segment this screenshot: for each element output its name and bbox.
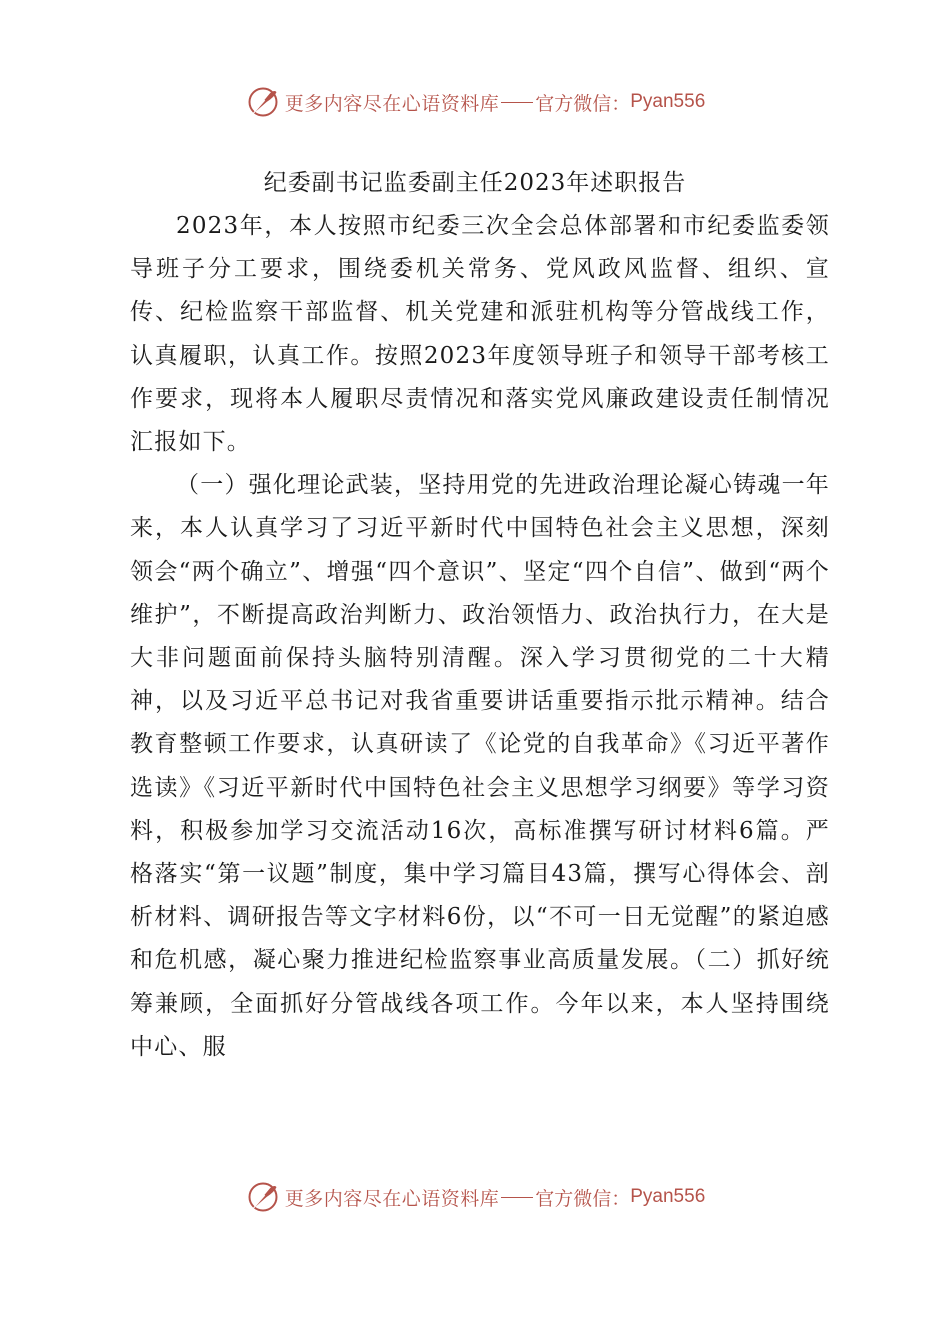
intro-paragraph: 2023年，本人按照市纪委三次全会总体部署和市纪委监委领导班子分工要求，围绕委机关常务、党风政风监督、组织、宣传、纪检监察干部监督、机关党建和派驻机构等分管战线工作，认真履职，认真工作。按照2023年度领导班子和领导干部考核工作要求，现将本人履职尽责情况和落实党风廉政建设责任制情况汇报如下。 [130,213,830,456]
document-body [130,205,830,1069]
watermark-official-label: 官方微信： [535,1187,631,1210]
watermark-brand-text: 更多内容尽在心语资料库 [284,92,500,115]
quill-pen-logo-icon [245,1179,281,1215]
watermark-dash [501,1197,533,1198]
watermark-dash [501,102,533,103]
watermark-official-label: 官方微信： [535,92,631,115]
section-one-paragraph: （一）强化理论武装，坚持用党的先进政治理论凝心铸魂一年来，本人认真学习了习近平新时代中国特色社会主义思想，深刻领会“两个确立”、增强“四个意识”、坚定“四个自信”、做到“两个维护”，不断提高政治判断力、政治领悟力、政治执行力，在大是大非问题面前保持头脑特别清醒。深入学习贯彻党的二十大精神，以及习近平总书记对我省重要讲话重要指示批示精神。结合教育整顿工作要求，认真研读了《论党的自我革命》《习近平著作选读》《习近平新时代中国特色社会主义思想学习纲要》等学习资料，积极参加学习交流活动16次，高标准撰写研讨材料6篇。严格落实“第一议题”制度，集中学习篇目43篇，撰写心得体会、剖析材料、调研报告等文字材料6份，以“不可一日无觉醒”的紧迫感和危机感，凝心聚力推进纪检监察事业高质量发展。（二）抓好统筹兼顾，全面抓好分管战线各项工作。今年以来，本人坚持围绕中心、服 [130,472,830,1060]
watermark-banner-bottom [0,1175,950,1219]
watermark-wechat-id: Pyan556 [630,1186,706,1207]
document-title: 纪委副书记监委副主任2023年述职报告 [263,170,687,196]
watermark-banner-top [0,80,950,124]
quill-pen-logo-icon [245,84,281,120]
watermark-brand-text: 更多内容尽在心语资料库 [284,1187,500,1210]
watermark-wechat-id: Pyan556 [630,91,706,112]
